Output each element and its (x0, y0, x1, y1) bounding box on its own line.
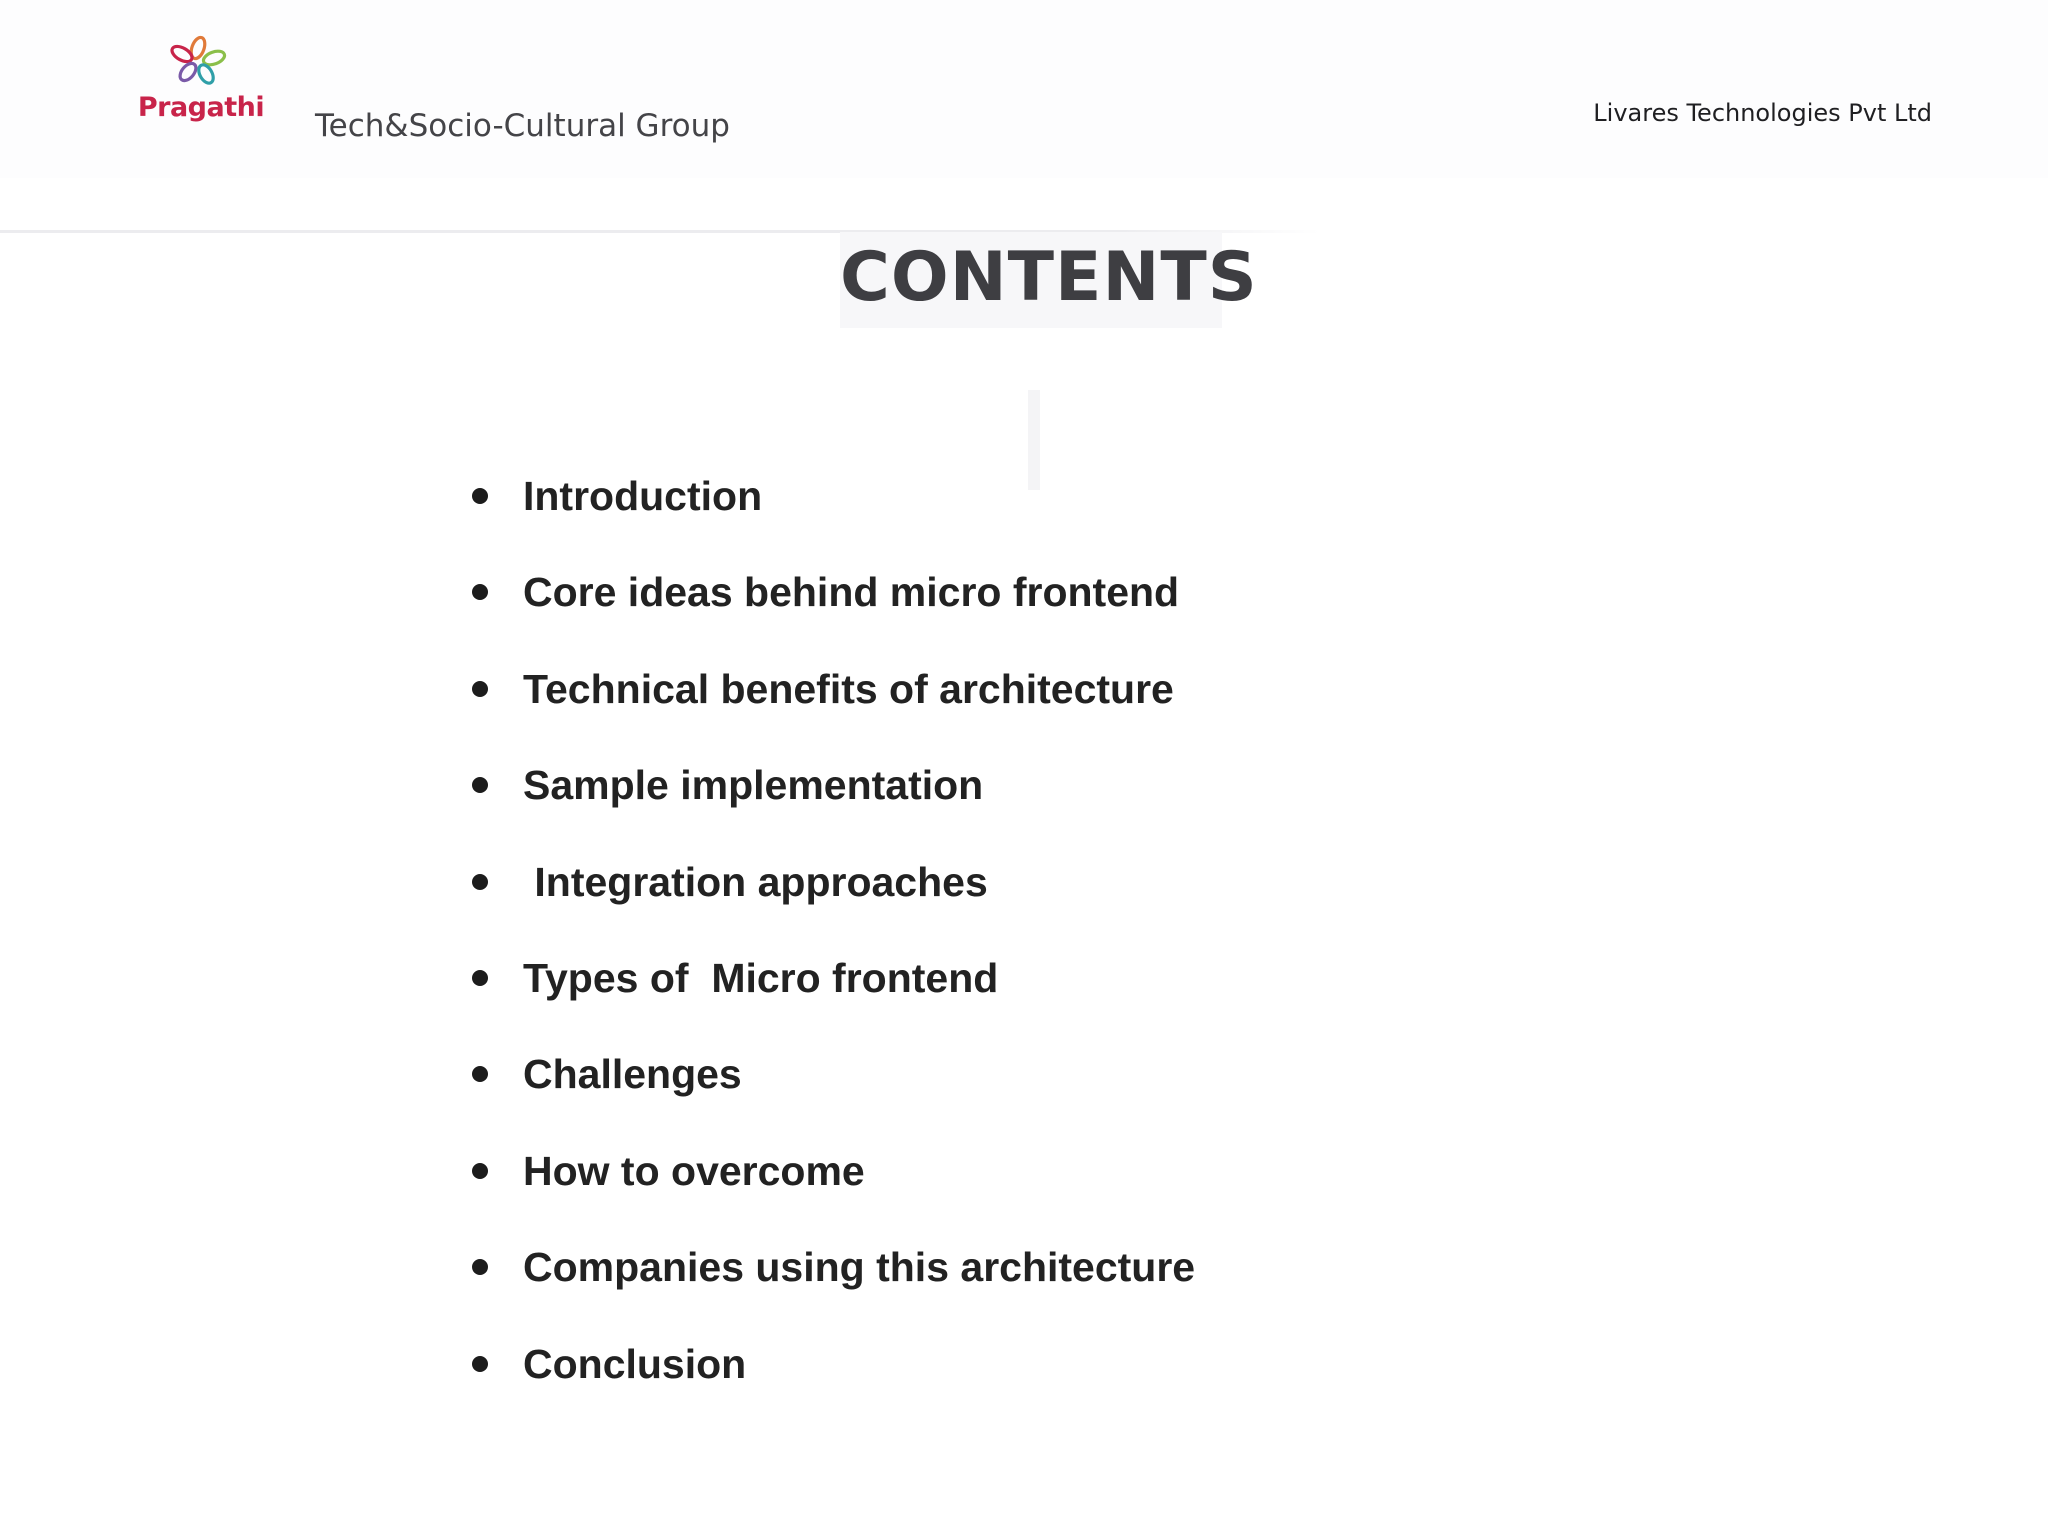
list-item-text: Introduction (523, 473, 763, 519)
page-title: CONTENTS (840, 238, 1258, 317)
bullet-icon (472, 584, 488, 600)
text-cursor-artifact (1028, 390, 1040, 490)
list-item-text: Sample implementation (523, 762, 984, 809)
list-item-text: How to overcome (523, 1147, 865, 1194)
bullet-icon (472, 1259, 488, 1275)
bullet-icon (472, 1163, 488, 1179)
header-band (0, 0, 2048, 178)
bullet-icon (472, 1066, 488, 1082)
list-item-text: Technical benefits of architecture (523, 665, 1174, 712)
list-item-text: Companies using this architecture (523, 1244, 1196, 1291)
bullet-icon (472, 970, 488, 986)
list-item-text: Conclusion (523, 1340, 747, 1387)
flower-logo-icon (162, 32, 234, 92)
list-item-text: Core ideas behind micro frontend (523, 569, 1180, 616)
list-item-text: Types of Micro frontend (523, 954, 999, 1001)
list-item-text: Challenges (523, 1051, 742, 1098)
logo-text: Pragathi (137, 92, 265, 123)
bullet-icon (472, 874, 488, 890)
group-name: Tech&Socio-Cultural Group (315, 108, 730, 144)
bullet-icon (472, 681, 488, 697)
bullet-icon (472, 488, 488, 504)
bullet-icon (472, 1356, 488, 1372)
company-name: Livares Technologies Pvt Ltd (1593, 99, 1932, 127)
list-item-text: Integration approaches (523, 858, 988, 905)
bullet-icon (472, 777, 488, 793)
pragathi-logo (130, 32, 270, 132)
